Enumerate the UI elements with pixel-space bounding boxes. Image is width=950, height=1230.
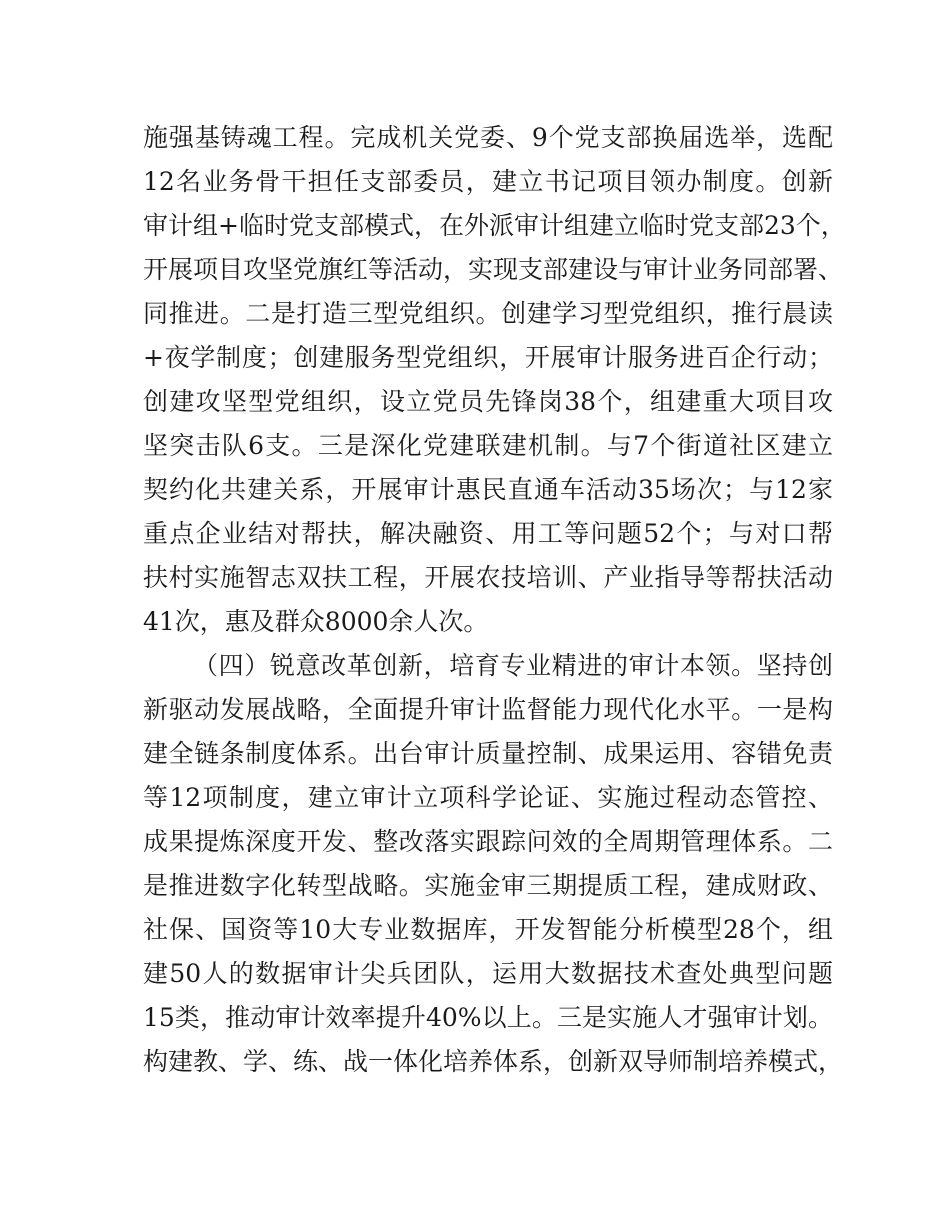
text-line: 12名业务骨干担任支部委员，建立书记项目领办制度。创新	[143, 167, 833, 196]
text-line: 扶村实施智志双扶工程，开展农技培训、产业指导等帮扶活动	[143, 563, 833, 592]
text-line: 坚突击队6支。三是深化党建联建机制。与7个街道社区建立	[143, 431, 833, 460]
text-line: 施强基铸魂工程。完成机关党委、9个党支部换届选举，选配	[143, 123, 833, 152]
text-line: 社保、国资等10大专业数据库，开发智能分析模型28个，组	[143, 915, 833, 944]
text-line: +夜学制度；创建服务型党组织，开展审计服务进百企行动；	[143, 343, 833, 372]
text-line: 是推进数字化转型战略。实施金审三期提质工程，建成财政、	[143, 871, 833, 900]
text-line: 创建攻坚型党组织，设立党员先锋岗38个，组建重大项目攻	[143, 387, 833, 416]
text-line: 等12项制度，建立审计立项科学论证、实施过程动态管控、	[143, 783, 833, 812]
text-line: 审计组+临时党支部模式，在外派审计组建立临时党支部23个，	[143, 211, 846, 240]
text-line: 15类，推动审计效率提升40%以上。三是实施人才强审计划。	[143, 1003, 833, 1032]
text-line: 成果提炼深度开发、整改落实跟踪问效的全周期管理体系。二	[143, 827, 833, 856]
text-line: 契约化共建关系，开展审计惠民直通车活动35场次；与12家	[143, 475, 833, 504]
text-line: 41次，惠及群众8000余人次。	[143, 607, 489, 636]
paragraph-heading-line: （四）锐意改革创新，培育专业精进的审计本领。坚持创	[193, 651, 833, 680]
text-line: 构建教、学、练、战一体化培养体系，创新双导师制培养模式，	[143, 1047, 844, 1076]
text-line: 建50人的数据审计尖兵团队，运用大数据技术查处典型问题	[143, 959, 833, 988]
text-line: 重点企业结对帮扶，解决融资、用工等问题52个；与对口帮	[143, 519, 833, 548]
text-line: 新驱动发展战略，全面提升审计监督能力现代化水平。一是构	[143, 695, 833, 724]
text-line: 开展项目攻坚党旗红等活动，实现支部建设与审计业务同部署、	[143, 255, 844, 284]
text-line: 建全链条制度体系。出台审计质量控制、成果运用、容错免责	[143, 739, 833, 768]
text-line: 同推进。二是打造三型党组织。创建学习型党组织，推行晨读	[143, 299, 833, 328]
